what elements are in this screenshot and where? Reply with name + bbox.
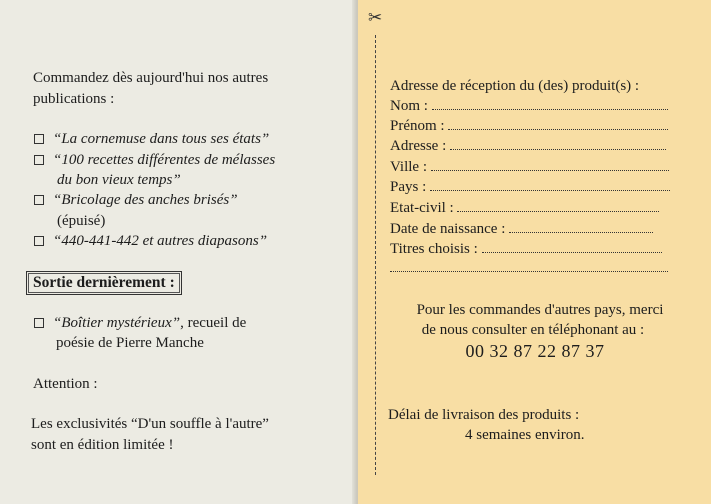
delivery-line-1: Délai de livraison des produits : xyxy=(388,407,580,423)
checkbox[interactable] xyxy=(34,155,44,165)
titles-field-extra-line[interactable] xyxy=(390,258,672,278)
publication-title: “100 recettes différentes de mélasses xyxy=(53,152,276,168)
attention-label: Attention : xyxy=(33,376,98,392)
recent-title: “Boîtier mystérieux” xyxy=(53,315,181,331)
limited-line-1: Les exclusivités “D'un souffle à l'autre” xyxy=(31,416,269,432)
publication-item xyxy=(34,129,269,149)
other-countries-line-2: de nous consulter en téléphonant au : xyxy=(421,322,645,338)
city-field[interactable]: Ville : xyxy=(390,157,672,177)
checkbox[interactable] xyxy=(34,195,44,205)
scissors-icon: ✂ xyxy=(368,8,383,27)
publication-note: (épuisé) xyxy=(57,213,106,229)
publication-title: “La cornemuse dans tous ses états” xyxy=(53,131,270,147)
intro-line-1: Commandez dès aujourd'hui nos autres xyxy=(33,70,269,86)
publication-item xyxy=(34,150,275,170)
checkbox[interactable] xyxy=(34,236,44,246)
recent-release-header: Sortie dernièrement : xyxy=(26,271,182,295)
recent-release-item xyxy=(34,313,246,333)
publication-title: “440-441-442 et autres diapasons” xyxy=(53,233,268,249)
checkbox[interactable] xyxy=(34,134,44,144)
civil-status-field[interactable]: Etat-civil : xyxy=(390,198,672,218)
firstname-field[interactable]: Prénom : xyxy=(390,116,672,136)
limited-line-2: sont en édition limitée ! xyxy=(31,437,174,453)
address-field[interactable]: Adresse : xyxy=(390,136,672,156)
name-field[interactable]: Nom : xyxy=(390,96,672,116)
titles-field[interactable]: Titres choisis : xyxy=(390,239,672,259)
phone-number: 00 32 87 22 87 37 xyxy=(465,341,605,361)
checkbox[interactable] xyxy=(34,318,44,328)
other-countries-line-1: Pour les commandes d'autres pays, merci xyxy=(416,302,664,318)
intro-line-2: publications : xyxy=(33,91,115,107)
recent-release-line-2: poésie de Pierre Manche xyxy=(56,335,204,351)
delivery-line-2: 4 semaines environ. xyxy=(465,427,585,443)
country-field[interactable]: Pays : xyxy=(390,177,672,197)
birthdate-field[interactable]: Date de naissance : xyxy=(390,219,672,239)
publication-title-cont: du bon vieux temps” xyxy=(57,172,181,188)
address-title: Adresse de réception du (des) produit(s) : xyxy=(390,78,640,94)
publication-item xyxy=(34,231,267,251)
recent-rest: , recueil de xyxy=(180,315,247,331)
publication-title: “Bricolage des anches brisés” xyxy=(53,192,238,208)
publication-item xyxy=(34,190,238,210)
cut-line xyxy=(375,35,376,475)
